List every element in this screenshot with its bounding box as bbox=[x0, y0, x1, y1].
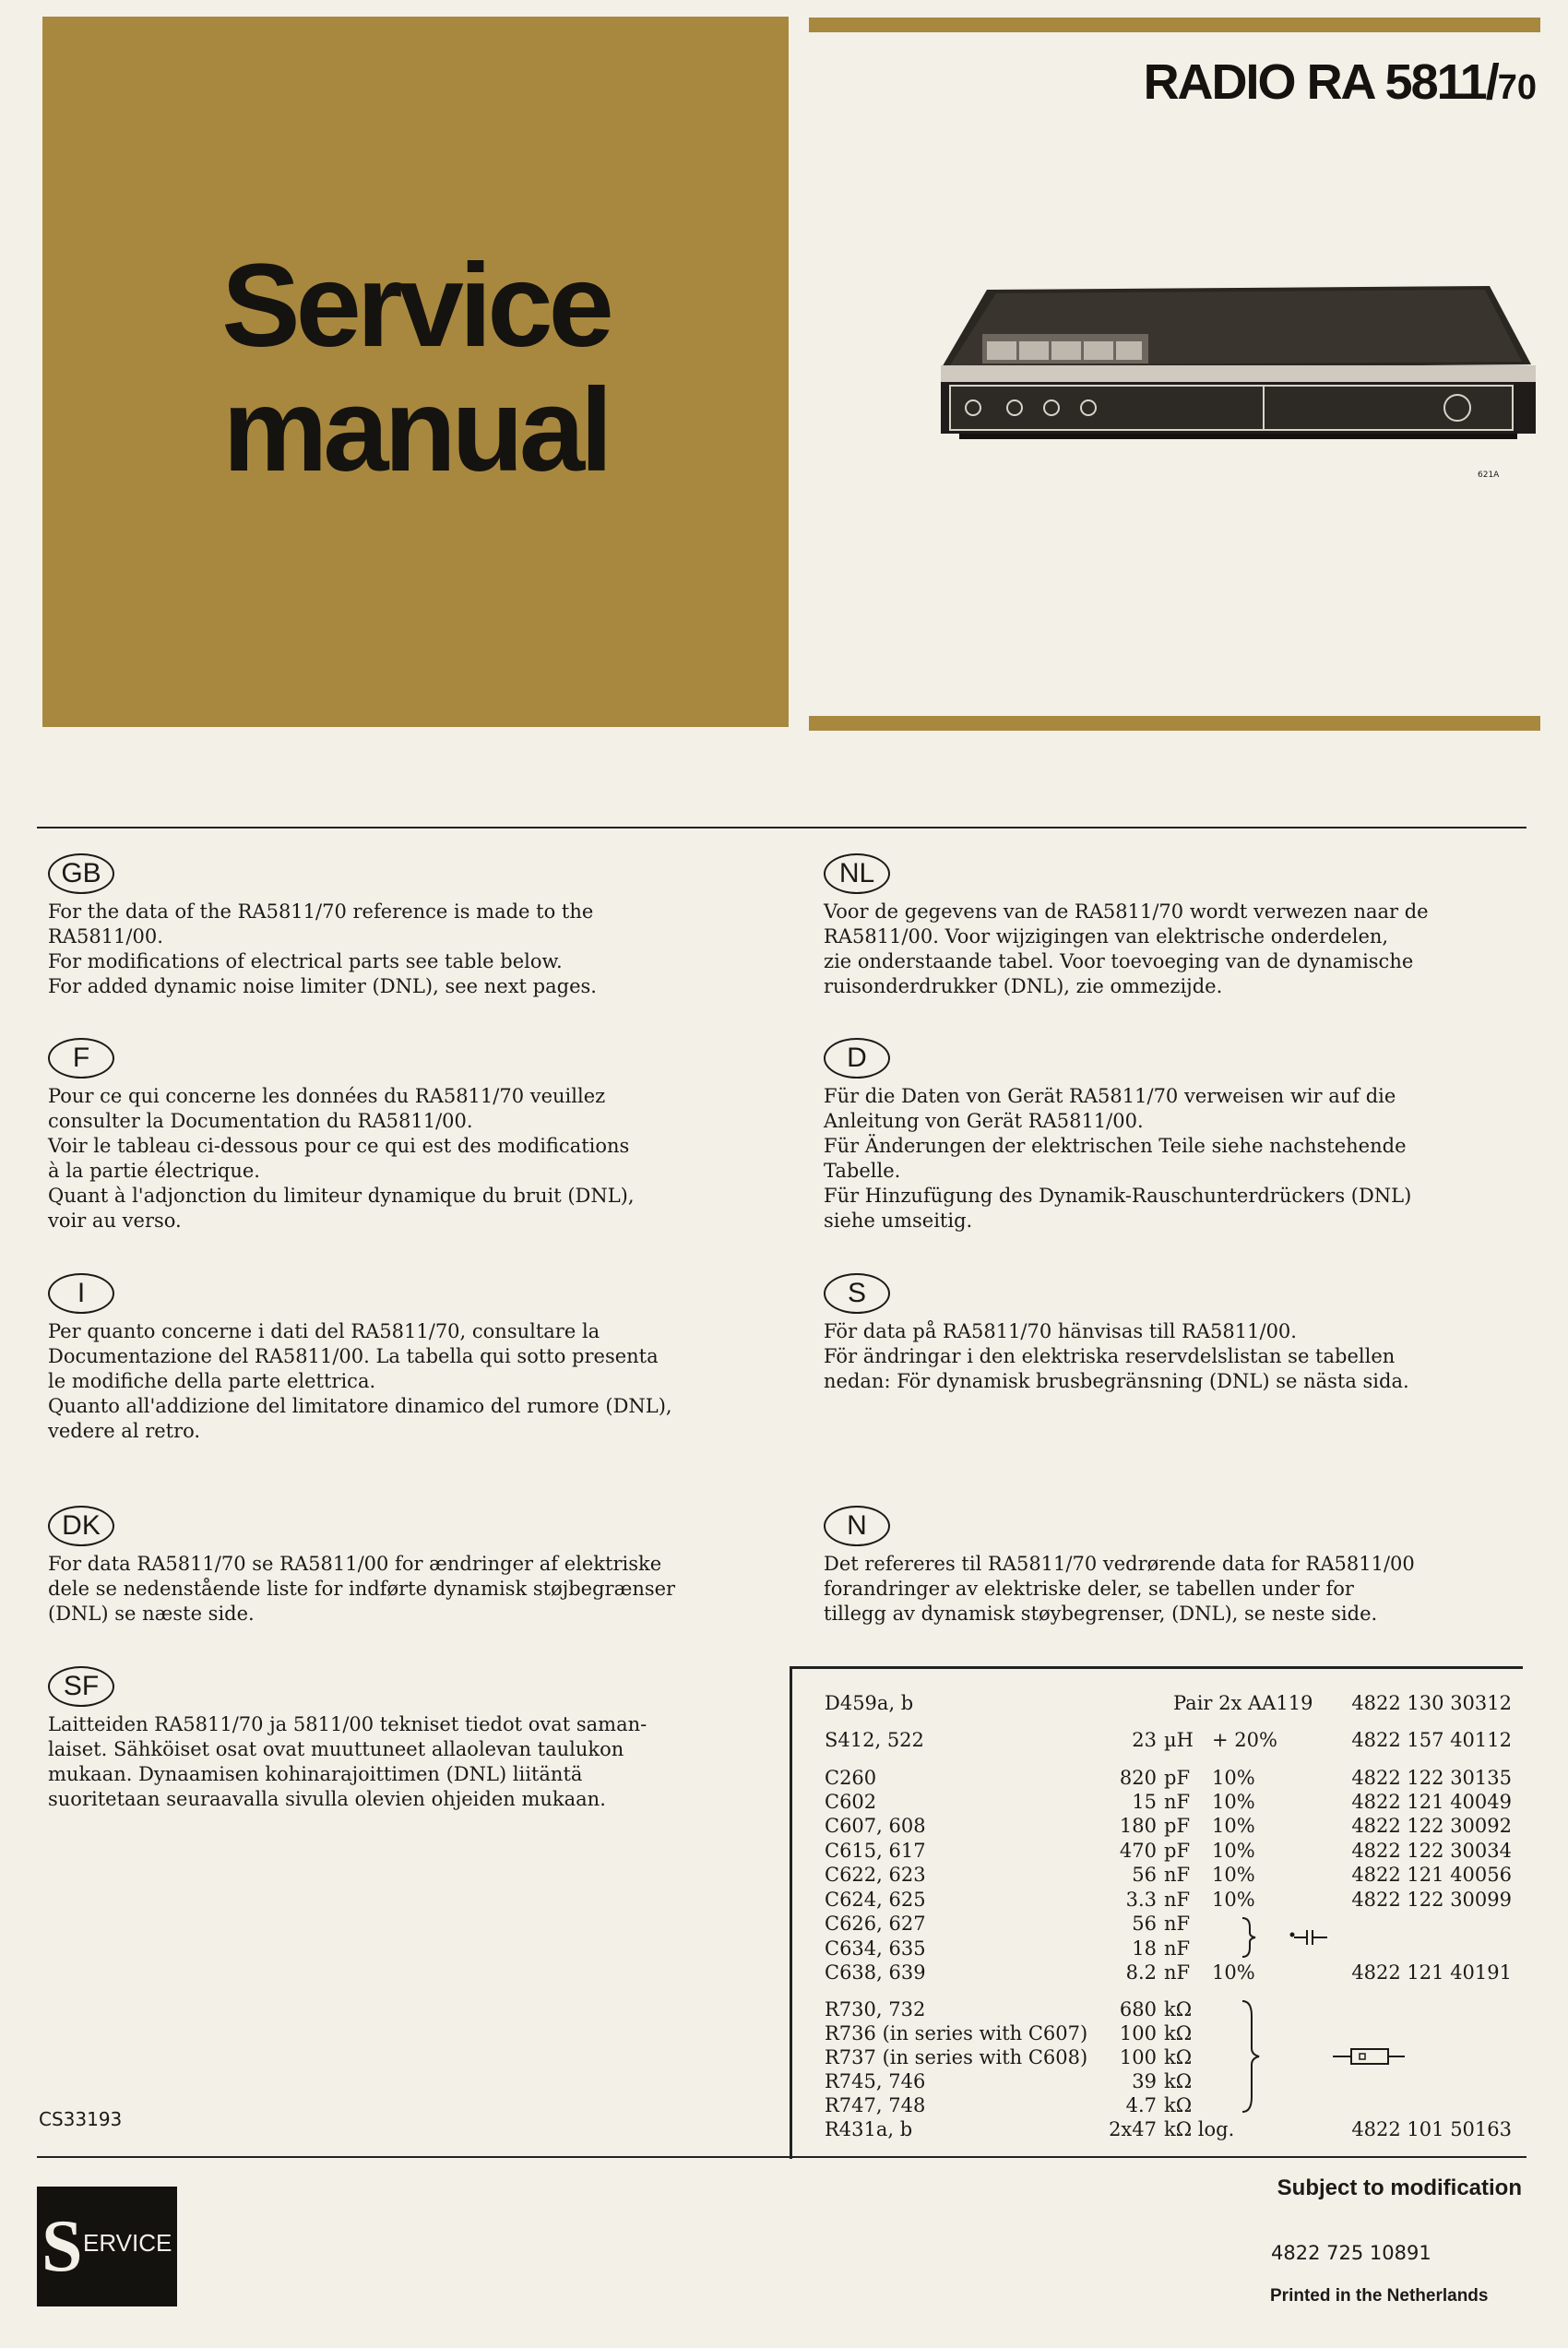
part-code: 4822 122 30135 bbox=[1351, 1767, 1512, 1789]
section-s bbox=[824, 1273, 1525, 1394]
part-value: Pair 2x AA119 bbox=[1173, 1692, 1313, 1714]
text-dk: For data RA5811/70 se RA5811/00 for ændringer af elektriske dele se nedenstående liste for indførte dynamisk støjbegrænser (DNL) se næste side. bbox=[48, 1553, 676, 1625]
part-code: 4822 130 30312 bbox=[1351, 1692, 1512, 1714]
part-unit: nF bbox=[1164, 1961, 1191, 1984]
text-d: Für die Daten von Gerät RA5811/70 verweisen wir auf die Anleitung von Gerät RA5811/00. Für Änderungen der elektrischen Teile siehe nachstehende Tabelle. Für Hinzufügung des Dynamik-Rauschunterdrückers (DNL) siehe umseitig. bbox=[824, 1085, 1412, 1232]
model-title-main: RADIO RA 5811/ bbox=[1143, 54, 1498, 110]
subject-to-modification: Subject to modification bbox=[1277, 2175, 1522, 2200]
section-rule bbox=[37, 827, 1526, 828]
document-number: CS33193 bbox=[39, 2108, 123, 2130]
text-nl: Voor de gegevens van de RA5811/70 wordt verwezen naar de RA5811/00. Voor wijzigingen van elektrische onderdelen, zie onderstaande tabel. Voor toevoeging van de dynamische ruisonderdrukker (DNL), zie ommezijde. bbox=[824, 900, 1429, 997]
model-title-suffix: 70 bbox=[1497, 68, 1537, 107]
part-unit: kΩ bbox=[1164, 1998, 1193, 2020]
text-f: Pour ce qui concerne les données du RA5811/70 veuillez consulter la Documentation du RA5811/00. Voir le tableau ci-dessous pour ce qui est des modifications à la partie électrique. Quant à l'adjonction du limiteur dynamique du bruit (DNL), voir au verso. bbox=[48, 1085, 635, 1232]
part-ref: D459a, b bbox=[825, 1692, 914, 1714]
section-d bbox=[824, 1038, 1525, 1234]
part-code: 4822 122 30092 bbox=[1351, 1815, 1512, 1837]
part-ref: S412, 522 bbox=[825, 1729, 924, 1751]
part-value: 820 bbox=[1119, 1767, 1157, 1789]
part-value: 15 bbox=[1132, 1791, 1157, 1813]
part-value: 100 bbox=[1119, 2046, 1157, 2068]
part-unit: kΩ bbox=[1164, 2094, 1193, 2116]
part-code: 4822 101 50163 bbox=[1351, 2118, 1512, 2140]
part-ref: C607, 608 bbox=[825, 1815, 926, 1837]
lang-badge-n: N bbox=[824, 1506, 890, 1546]
part-value: 56 bbox=[1132, 1864, 1157, 1886]
section-f bbox=[48, 1038, 749, 1234]
part-ref: C615, 617 bbox=[825, 1840, 926, 1862]
part-value: 18 bbox=[1132, 1937, 1157, 1960]
part-unit: nF bbox=[1164, 1791, 1191, 1813]
part-unit: nF bbox=[1164, 1913, 1191, 1935]
part-value: 470 bbox=[1119, 1840, 1157, 1862]
capacitor-symbol-icon bbox=[1241, 1914, 1342, 1961]
part-value: 180 bbox=[1119, 1815, 1157, 1837]
part-value: 2x47 bbox=[1109, 2118, 1157, 2140]
lang-badge-f: F bbox=[48, 1038, 114, 1079]
section-sf bbox=[48, 1666, 749, 1812]
part-ref: C260 bbox=[825, 1767, 877, 1789]
radio-device-image bbox=[932, 277, 1540, 489]
part-tol: 10% bbox=[1212, 1864, 1255, 1886]
lang-badge-s: S bbox=[824, 1273, 890, 1314]
section-nl bbox=[824, 853, 1525, 999]
part-code: 4822 121 40049 bbox=[1351, 1791, 1512, 1813]
part-code: 4822 121 40056 bbox=[1351, 1864, 1512, 1886]
text-sf: Laitteiden RA5811/70 ja 5811/00 tekniset tiedot ovat saman- laiset. Sähköiset osat ovat muuttuneet allaolevan taulukon mukaan. Dynaamisen kohinarajoittimen (DNL) liitäntä suoritetaan seuraavalla sivulla olevien ohjeiden mukaan. bbox=[48, 1713, 647, 1810]
part-code: 4822 121 40191 bbox=[1351, 1961, 1512, 1984]
part-ref: R737 (in series with C608) bbox=[825, 2046, 1088, 2068]
part-unit: nF bbox=[1164, 1864, 1191, 1886]
part-unit: pF bbox=[1164, 1840, 1191, 1862]
part-ref: C638, 639 bbox=[825, 1961, 926, 1984]
part-ref: R736 (in series with C607) bbox=[825, 2022, 1088, 2044]
part-code: 4822 157 40112 bbox=[1351, 1729, 1512, 1751]
lang-badge-nl: NL bbox=[824, 853, 890, 894]
part-ref: R745, 746 bbox=[825, 2070, 926, 2092]
lang-badge-d: D bbox=[824, 1038, 890, 1079]
part-unit: kΩ bbox=[1164, 2046, 1193, 2068]
part-ref: R730, 732 bbox=[825, 1998, 926, 2020]
part-tol: 10% bbox=[1212, 1767, 1255, 1789]
part-code: 4822 122 30099 bbox=[1351, 1889, 1512, 1911]
text-n: Det refereres til RA5811/70 vedrørende data for RA5811/00 forandringer av elektriske deler, se tabellen under for tillegg av dynamisk støybegrenser, (DNL), se neste side. bbox=[824, 1553, 1415, 1625]
part-ref: C622, 623 bbox=[825, 1864, 926, 1886]
service-logo-text: ERVICE bbox=[83, 2229, 172, 2257]
part-tol: + 20% bbox=[1212, 1729, 1277, 1751]
part-code: 4822 122 30034 bbox=[1351, 1840, 1512, 1862]
part-value: 39 bbox=[1132, 2070, 1157, 2092]
part-ref: C602 bbox=[825, 1791, 877, 1813]
model-title bbox=[1144, 54, 1537, 111]
part-ref: R431a, b bbox=[825, 2118, 913, 2140]
part-value: 56 bbox=[1132, 1913, 1157, 1935]
part-unit: kΩ bbox=[1164, 2070, 1193, 2092]
title-service: Service bbox=[221, 240, 610, 372]
section-n bbox=[824, 1506, 1525, 1627]
part-unit: µH bbox=[1164, 1729, 1194, 1751]
part-unit: kΩ log. bbox=[1164, 2118, 1235, 2140]
title-manual: manual bbox=[222, 364, 609, 496]
lang-badge-gb: GB bbox=[48, 853, 114, 894]
gold-divider-top bbox=[809, 18, 1540, 32]
text-i: Per quanto concerne i dati del RA5811/70, consultare la Documentazione del RA5811/00. La tabella qui sotto presenta le modifiche della parte elettrica. Quanto all'addizione del limitatore dinamico del rumore (DNL), vedere al retro. bbox=[48, 1320, 672, 1442]
part-tol: 10% bbox=[1212, 1889, 1255, 1911]
section-dk bbox=[48, 1506, 749, 1627]
part-unit: nF bbox=[1164, 1889, 1191, 1911]
gold-divider-bottom bbox=[809, 716, 1540, 731]
part-value: 680 bbox=[1119, 1998, 1157, 2020]
part-ref: C634, 635 bbox=[825, 1937, 926, 1960]
lang-badge-dk: DK bbox=[48, 1506, 114, 1546]
image-caption: 621A bbox=[1478, 471, 1500, 480]
part-ref: R747, 748 bbox=[825, 2094, 926, 2116]
section-i bbox=[48, 1273, 749, 1444]
part-unit: pF bbox=[1164, 1815, 1191, 1837]
part-ref: C624, 625 bbox=[825, 1889, 926, 1911]
part-value: 8.2 bbox=[1125, 1961, 1157, 1984]
text-gb: For the data of the RA5811/70 reference is made to the RA5811/00. For modifications of electrical parts see table below. For added dynamic noise limiter (DNL), see next pages. bbox=[48, 900, 597, 997]
text-s: För data på RA5811/70 hänvisas till RA5811/00. För ändringar i den elektriska reservdelslistan se tabellen nedan: För dynamisk brusbegränsning (DNL) se nästa sida. bbox=[824, 1320, 1409, 1392]
part-unit: nF bbox=[1164, 1937, 1191, 1960]
part-value: 100 bbox=[1119, 2022, 1157, 2044]
resistor-symbol-icon bbox=[1241, 1997, 1425, 2117]
section-gb bbox=[48, 853, 749, 999]
code-number: 4822 725 10891 bbox=[1271, 2242, 1431, 2264]
footer-rule bbox=[37, 2156, 1526, 2158]
header-gold-panel bbox=[42, 17, 789, 727]
part-ref: C626, 627 bbox=[825, 1913, 926, 1935]
lang-badge-i: I bbox=[48, 1273, 114, 1314]
part-tol: 10% bbox=[1212, 1961, 1255, 1984]
part-value: 3.3 bbox=[1125, 1889, 1157, 1911]
service-logo-s: S bbox=[42, 2206, 83, 2287]
lang-badge-sf: SF bbox=[48, 1666, 114, 1707]
part-value: 23 bbox=[1132, 1729, 1157, 1751]
part-unit: kΩ bbox=[1164, 2022, 1193, 2044]
part-unit: pF bbox=[1164, 1767, 1191, 1789]
part-tol: 10% bbox=[1212, 1791, 1255, 1813]
service-logo bbox=[37, 2187, 177, 2306]
part-tol: 10% bbox=[1212, 1840, 1255, 1862]
parts-table bbox=[790, 1666, 1523, 2159]
printed-in: Printed in the Netherlands bbox=[1270, 2286, 1489, 2306]
part-value: 4.7 bbox=[1125, 2094, 1157, 2116]
part-tol: 10% bbox=[1212, 1815, 1255, 1837]
